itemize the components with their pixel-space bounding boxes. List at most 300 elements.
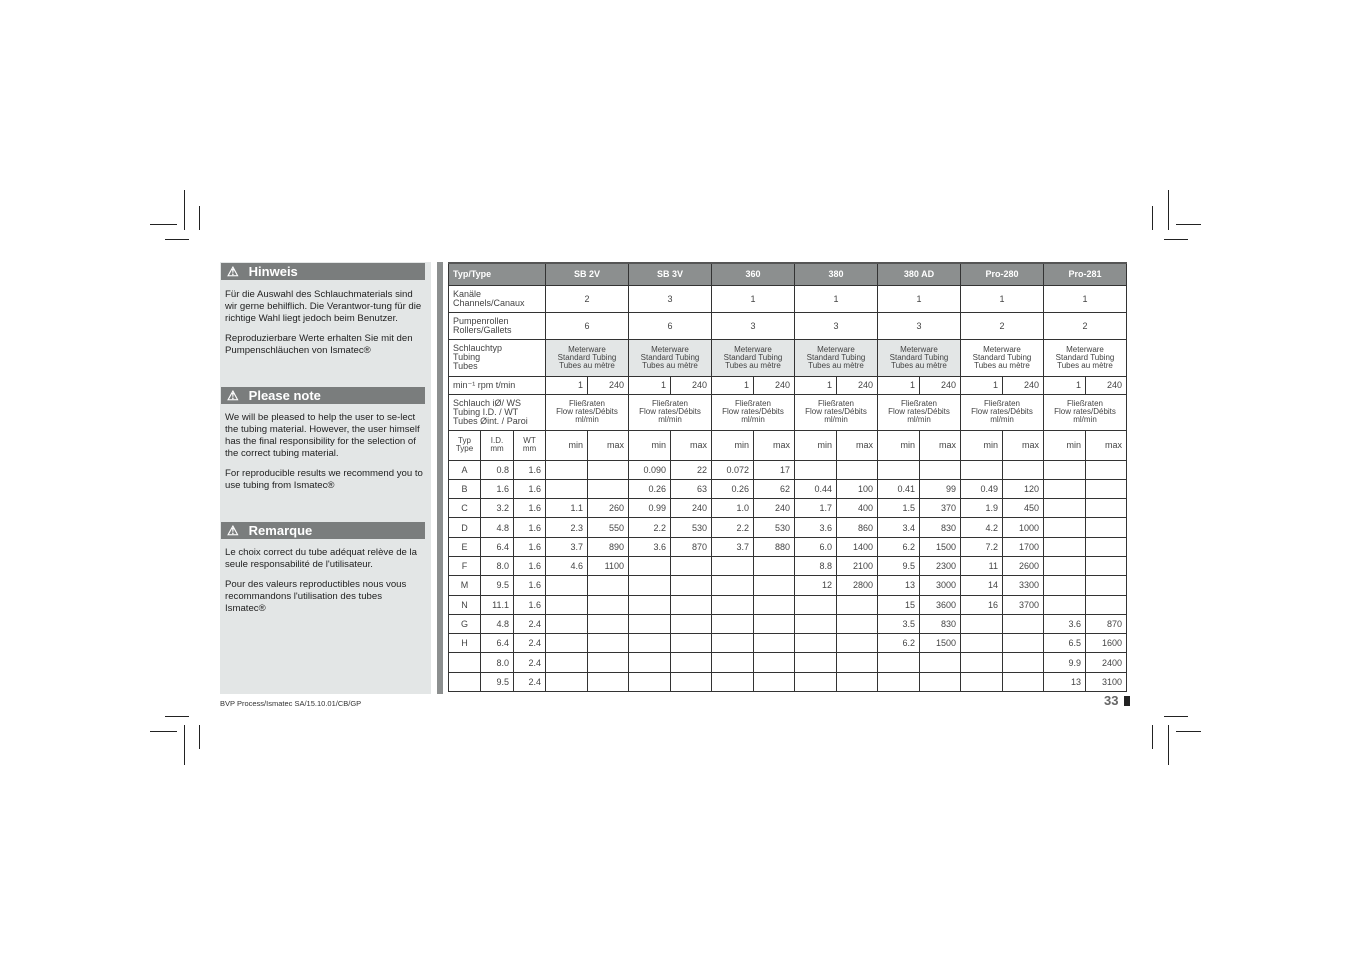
min-label: min — [1044, 430, 1086, 460]
channels-value: 1 — [795, 285, 878, 312]
table-row — [449, 285, 1127, 312]
table-row — [449, 479, 1127, 498]
flow-max — [837, 634, 878, 653]
flow-min — [1044, 556, 1086, 575]
note-paragraph: Pour des valeurs reproductibles nous vous recommandons l'utilisation des tubes Ismatec® — [225, 579, 407, 614]
tube-id: 8.0 — [481, 653, 514, 672]
flow-max — [671, 634, 712, 653]
table-row — [449, 339, 1127, 376]
footer-reference: BVP Process/Ismatec SA/15.10.01/CB/GP — [220, 699, 362, 708]
flow-max — [588, 576, 629, 595]
flow-min — [878, 672, 920, 691]
channels-value: 2 — [546, 285, 629, 312]
rollers-value: 2 — [1044, 312, 1127, 339]
flow-max — [754, 576, 795, 595]
note-paragraph: Für die Auswahl des Schlauchmaterials sind wir gerne behilflich. Die Verantwor-tung für die richtige Wahl liegt jedoch beim Benutzer. — [225, 289, 422, 324]
flow-min — [795, 614, 837, 633]
speed-min: 1 — [961, 376, 1003, 394]
flow-min — [546, 672, 588, 691]
flow-min — [712, 653, 754, 672]
channels-value: 1 — [961, 285, 1044, 312]
tube-type — [449, 672, 481, 691]
max-label: max — [837, 430, 878, 460]
speed-min: 1 — [546, 376, 588, 394]
flow-max — [754, 614, 795, 633]
flow-min — [712, 672, 754, 691]
max-label: max — [588, 430, 629, 460]
flow-min: 3.6 — [1044, 614, 1086, 633]
flow-max — [1003, 460, 1044, 479]
channels-value: 1 — [1044, 285, 1127, 312]
hose-label: Schlauch iØ/ WS Tubing I.D. / WT Tubes Øint. / Paroi — [449, 394, 546, 430]
flow-max — [588, 479, 629, 498]
tube-type: A — [449, 460, 481, 479]
rollers-value: 2 — [961, 312, 1044, 339]
flow-max — [1086, 537, 1127, 556]
flow-min: 1.1 — [546, 499, 588, 518]
flow-max — [588, 653, 629, 672]
flow-min: 13 — [878, 576, 920, 595]
table-row — [449, 460, 1127, 479]
tubing-type-value: Meterware Standard Tubing Tubes au mètre — [629, 339, 712, 376]
tubing-type-value: Meterware Standard Tubing Tubes au mètre — [961, 339, 1044, 376]
flow-max: 2300 — [920, 556, 961, 575]
tube-type: M — [449, 576, 481, 595]
flow-max — [588, 460, 629, 479]
tube-type: N — [449, 595, 481, 614]
flow-max: 1700 — [1003, 537, 1044, 556]
speed-max: 240 — [671, 376, 712, 394]
tube-id: 0.8 — [481, 460, 514, 479]
flow-min — [712, 634, 754, 653]
flow-min — [961, 672, 1003, 691]
flow-min — [546, 576, 588, 595]
flow-max — [1003, 653, 1044, 672]
flow-max — [754, 595, 795, 614]
flow-min: 6.5 — [1044, 634, 1086, 653]
tube-id: 3.2 — [481, 499, 514, 518]
model-header: Pro-280 — [961, 263, 1044, 285]
flow-max — [671, 653, 712, 672]
table-row — [449, 614, 1127, 633]
tube-type: B — [449, 479, 481, 498]
flow-min: 6.2 — [878, 634, 920, 653]
flow-min — [629, 576, 671, 595]
flow-max: 830 — [920, 518, 961, 537]
note-please-note — [220, 387, 431, 492]
flow-min — [629, 653, 671, 672]
flow-max — [1086, 576, 1127, 595]
flow-max: 22 — [671, 460, 712, 479]
warning-icon: ⚠ — [227, 387, 239, 403]
speed-max: 240 — [1003, 376, 1044, 394]
table-header-row — [449, 263, 1127, 285]
flow-max: 260 — [588, 499, 629, 518]
flow-max: 100 — [837, 479, 878, 498]
warning-icon: ⚠ — [227, 263, 239, 279]
tube-id: 11.1 — [481, 595, 514, 614]
tube-type: C — [449, 499, 481, 518]
note-paragraph: For reproducible results we recommend you to use tubing from Ismatec® — [225, 468, 423, 491]
table-row — [449, 537, 1127, 556]
flow-min — [712, 576, 754, 595]
rollers-value: 3 — [795, 312, 878, 339]
flow-min: 1.7 — [795, 499, 837, 518]
table-row — [449, 576, 1127, 595]
flow-max: 370 — [920, 499, 961, 518]
flow-max: 99 — [920, 479, 961, 498]
flow-max: 1100 — [588, 556, 629, 575]
max-label: max — [1003, 430, 1044, 460]
speed-max: 240 — [837, 376, 878, 394]
page-marker — [1124, 696, 1130, 706]
flow-max: 830 — [920, 614, 961, 633]
flow-min — [795, 634, 837, 653]
note-remarque — [220, 522, 431, 615]
flow-max — [588, 595, 629, 614]
flow-max — [837, 614, 878, 633]
flow-min: 0.41 — [878, 479, 920, 498]
table-row — [449, 499, 1127, 518]
flow-max: 890 — [588, 537, 629, 556]
flow-min — [546, 460, 588, 479]
flow-max: 860 — [837, 518, 878, 537]
flow-min — [878, 653, 920, 672]
table-row — [449, 430, 1127, 460]
flow-max — [671, 672, 712, 691]
rollers-value: 3 — [878, 312, 961, 339]
channels-value: 1 — [878, 285, 961, 312]
tube-type: F — [449, 556, 481, 575]
page-number: 33 — [1104, 693, 1119, 708]
speed-max: 240 — [1086, 376, 1127, 394]
flow-max — [837, 653, 878, 672]
flow-min: 0.26 — [712, 479, 754, 498]
flow-label: Fließraten Flow rates/Débits ml/min — [878, 394, 961, 430]
flow-min — [795, 595, 837, 614]
flow-max — [754, 672, 795, 691]
tubing-type-value: Meterware Standard Tubing Tubes au mètre — [795, 339, 878, 376]
flow-max — [588, 672, 629, 691]
speed-max: 240 — [754, 376, 795, 394]
flow-min: 1.9 — [961, 499, 1003, 518]
flow-max — [1086, 595, 1127, 614]
table-row — [449, 634, 1127, 653]
max-label: max — [754, 430, 795, 460]
tube-wt: 1.6 — [514, 537, 546, 556]
flow-min: 3.4 — [878, 518, 920, 537]
tube-id: 9.5 — [481, 576, 514, 595]
flow-max: 240 — [671, 499, 712, 518]
flow-min: 2.2 — [712, 518, 754, 537]
tube-id: 1.6 — [481, 479, 514, 498]
flow-min — [961, 614, 1003, 633]
flow-min — [961, 460, 1003, 479]
model-header: SB 2V — [546, 263, 629, 285]
speed-max: 240 — [588, 376, 629, 394]
min-label: min — [961, 430, 1003, 460]
flow-min — [629, 595, 671, 614]
flow-max — [1086, 499, 1127, 518]
flow-min: 3.7 — [712, 537, 754, 556]
note-paragraph: Reproduzierbare Werte erhalten Sie mit den Pumpenschläuchen von Ismatec® — [225, 333, 413, 356]
rollers-value: 6 — [629, 312, 712, 339]
note-title: Hinweis — [248, 264, 298, 279]
flow-max — [754, 556, 795, 575]
flow-max: 3000 — [920, 576, 961, 595]
flow-max — [1086, 460, 1127, 479]
flow-min: 0.090 — [629, 460, 671, 479]
flow-max: 63 — [671, 479, 712, 498]
tube-type — [449, 653, 481, 672]
flow-max — [1086, 479, 1127, 498]
table-row — [449, 653, 1127, 672]
table-row — [449, 518, 1127, 537]
model-header: Pro-281 — [1044, 263, 1127, 285]
flow-min: 3.5 — [878, 614, 920, 633]
channels-value: 3 — [629, 285, 712, 312]
flow-min — [712, 614, 754, 633]
flow-max — [920, 672, 961, 691]
flow-max: 1400 — [837, 537, 878, 556]
flow-min — [795, 672, 837, 691]
rollers-label: Pumpenrollen Rollers/Gallets — [449, 312, 546, 339]
tube-id: 6.4 — [481, 634, 514, 653]
flow-min: 14 — [961, 576, 1003, 595]
flow-max — [588, 634, 629, 653]
flow-max: 62 — [754, 479, 795, 498]
flow-min: 8.8 — [795, 556, 837, 575]
flow-max: 870 — [1086, 614, 1127, 633]
flow-max — [754, 653, 795, 672]
flow-max: 870 — [671, 537, 712, 556]
tube-id: 9.5 — [481, 672, 514, 691]
flow-max: 2400 — [1086, 653, 1127, 672]
header-label: Typ/Type — [449, 263, 546, 285]
divider-bar — [437, 262, 443, 694]
note-paragraph: We will be pleased to help the user to se-lect the tubing material. However, the user himself has the final responsibility for the selection of the correct tubing material. — [225, 412, 420, 459]
flow-min: 0.49 — [961, 479, 1003, 498]
tube-id: 6.4 — [481, 537, 514, 556]
flow-min: 3.7 — [546, 537, 588, 556]
tube-type: G — [449, 614, 481, 633]
flow-min — [1044, 499, 1086, 518]
flow-min: 15 — [878, 595, 920, 614]
max-label: max — [1086, 430, 1127, 460]
tube-id: 8.0 — [481, 556, 514, 575]
flow-min — [961, 634, 1003, 653]
pump-tubing-table — [448, 262, 1127, 692]
note-header — [221, 522, 425, 539]
flow-min: 4.6 — [546, 556, 588, 575]
table-row — [449, 394, 1127, 430]
flow-max — [671, 614, 712, 633]
flow-min: 6.0 — [795, 537, 837, 556]
flow-max — [671, 576, 712, 595]
flow-max: 400 — [837, 499, 878, 518]
flow-label: Fließraten Flow rates/Débits ml/min — [1044, 394, 1127, 430]
flow-max — [588, 614, 629, 633]
flow-max — [1003, 614, 1044, 633]
flow-min — [795, 653, 837, 672]
table-row — [449, 376, 1127, 394]
flow-max — [1003, 634, 1044, 653]
flow-max: 2100 — [837, 556, 878, 575]
note-header — [221, 263, 425, 280]
flow-min — [878, 460, 920, 479]
tube-wt: 2.4 — [514, 653, 546, 672]
flow-max: 2800 — [837, 576, 878, 595]
flow-min — [629, 556, 671, 575]
flow-max — [920, 653, 961, 672]
flow-max — [754, 634, 795, 653]
tubing-type-value: Meterware Standard Tubing Tubes au mètre — [1044, 339, 1127, 376]
rollers-value: 6 — [546, 312, 629, 339]
flow-min: 0.99 — [629, 499, 671, 518]
flow-min — [546, 614, 588, 633]
tube-type: D — [449, 518, 481, 537]
flow-min: 11 — [961, 556, 1003, 575]
flow-max: 1600 — [1086, 634, 1127, 653]
flow-min — [1044, 595, 1086, 614]
tube-wt: 2.4 — [514, 672, 546, 691]
flow-min — [546, 595, 588, 614]
flow-label: Fließraten Flow rates/Débits ml/min — [795, 394, 878, 430]
flow-min — [546, 653, 588, 672]
flow-max — [1003, 672, 1044, 691]
rollers-value: 3 — [712, 312, 795, 339]
model-header: SB 3V — [629, 263, 712, 285]
col-wt-label: WT mm — [514, 430, 546, 460]
speed-min: 1 — [1044, 376, 1086, 394]
flow-max: 3100 — [1086, 672, 1127, 691]
tubing-type-value: Meterware Standard Tubing Tubes au mètre — [712, 339, 795, 376]
speed-min: 1 — [795, 376, 837, 394]
flow-max — [1086, 556, 1127, 575]
model-header: 380 — [795, 263, 878, 285]
note-paragraph: Le choix correct du tube adéquat relève de la seule responsabilité de l'utilisateur. — [225, 547, 418, 570]
tube-id: 4.8 — [481, 518, 514, 537]
tube-wt: 1.6 — [514, 460, 546, 479]
flow-min — [1044, 479, 1086, 498]
tube-wt: 2.4 — [514, 634, 546, 653]
flow-min — [712, 556, 754, 575]
flow-max: 530 — [754, 518, 795, 537]
min-label: min — [629, 430, 671, 460]
table-row — [449, 672, 1127, 691]
flow-min: 9.5 — [878, 556, 920, 575]
flow-max: 3700 — [1003, 595, 1044, 614]
flow-min: 0.072 — [712, 460, 754, 479]
flow-max: 120 — [1003, 479, 1044, 498]
flow-max: 240 — [754, 499, 795, 518]
flow-min — [629, 672, 671, 691]
flow-min — [1044, 576, 1086, 595]
flow-max: 550 — [588, 518, 629, 537]
flow-min — [1044, 460, 1086, 479]
table-row — [449, 556, 1127, 575]
flow-max — [671, 595, 712, 614]
flow-max — [837, 460, 878, 479]
flow-min: 13 — [1044, 672, 1086, 691]
flow-max: 1000 — [1003, 518, 1044, 537]
col-id-label: I.D. mm — [481, 430, 514, 460]
flow-max: 450 — [1003, 499, 1044, 518]
min-label: min — [712, 430, 754, 460]
flow-min: 1.0 — [712, 499, 754, 518]
flow-max: 1500 — [920, 537, 961, 556]
flow-label: Fließraten Flow rates/Débits ml/min — [961, 394, 1044, 430]
flow-min — [629, 614, 671, 633]
tubing-label: Schlauchtyp Tubing Tubes — [449, 339, 546, 376]
flow-min — [546, 479, 588, 498]
speed-min: 1 — [712, 376, 754, 394]
flow-min — [795, 460, 837, 479]
flow-min — [961, 653, 1003, 672]
flow-max: 17 — [754, 460, 795, 479]
flow-max — [920, 460, 961, 479]
channels-value: 1 — [712, 285, 795, 312]
tube-wt: 1.6 — [514, 576, 546, 595]
flow-max — [1086, 518, 1127, 537]
tube-wt: 2.4 — [514, 614, 546, 633]
flow-max — [671, 556, 712, 575]
flow-min: 1.5 — [878, 499, 920, 518]
flow-min: 2.2 — [629, 518, 671, 537]
tube-wt: 1.6 — [514, 518, 546, 537]
tube-wt: 1.6 — [514, 595, 546, 614]
note-title: Please note — [248, 388, 321, 403]
flow-min: 3.6 — [629, 537, 671, 556]
flow-max: 880 — [754, 537, 795, 556]
flow-max: 2600 — [1003, 556, 1044, 575]
speed-label: min⁻¹ rpm t/min — [449, 376, 546, 394]
flow-label: Fließraten Flow rates/Débits ml/min — [629, 394, 712, 430]
model-header: 380 AD — [878, 263, 961, 285]
warning-icon: ⚠ — [227, 522, 239, 538]
flow-max: 3600 — [920, 595, 961, 614]
flow-max — [837, 672, 878, 691]
min-label: min — [795, 430, 837, 460]
flow-label: Fließraten Flow rates/Débits ml/min — [546, 394, 629, 430]
flow-min: 16 — [961, 595, 1003, 614]
speed-min: 1 — [878, 376, 920, 394]
flow-min: 6.2 — [878, 537, 920, 556]
model-header: 360 — [712, 263, 795, 285]
tube-type: E — [449, 537, 481, 556]
flow-min: 4.2 — [961, 518, 1003, 537]
flow-min: 7.2 — [961, 537, 1003, 556]
tube-id: 4.8 — [481, 614, 514, 633]
flow-min — [546, 634, 588, 653]
flow-min — [1044, 537, 1086, 556]
tube-wt: 1.6 — [514, 479, 546, 498]
tube-type: H — [449, 634, 481, 653]
note-header — [221, 387, 425, 404]
max-label: max — [671, 430, 712, 460]
note-hinweis — [220, 263, 431, 357]
flow-max: 530 — [671, 518, 712, 537]
flow-min — [629, 634, 671, 653]
flow-max: 1500 — [920, 634, 961, 653]
min-label: min — [546, 430, 588, 460]
flow-min — [1044, 518, 1086, 537]
flow-min: 0.26 — [629, 479, 671, 498]
speed-max: 240 — [920, 376, 961, 394]
flow-min — [712, 595, 754, 614]
table-row — [449, 312, 1127, 339]
flow-label: Fließraten Flow rates/Débits ml/min — [712, 394, 795, 430]
